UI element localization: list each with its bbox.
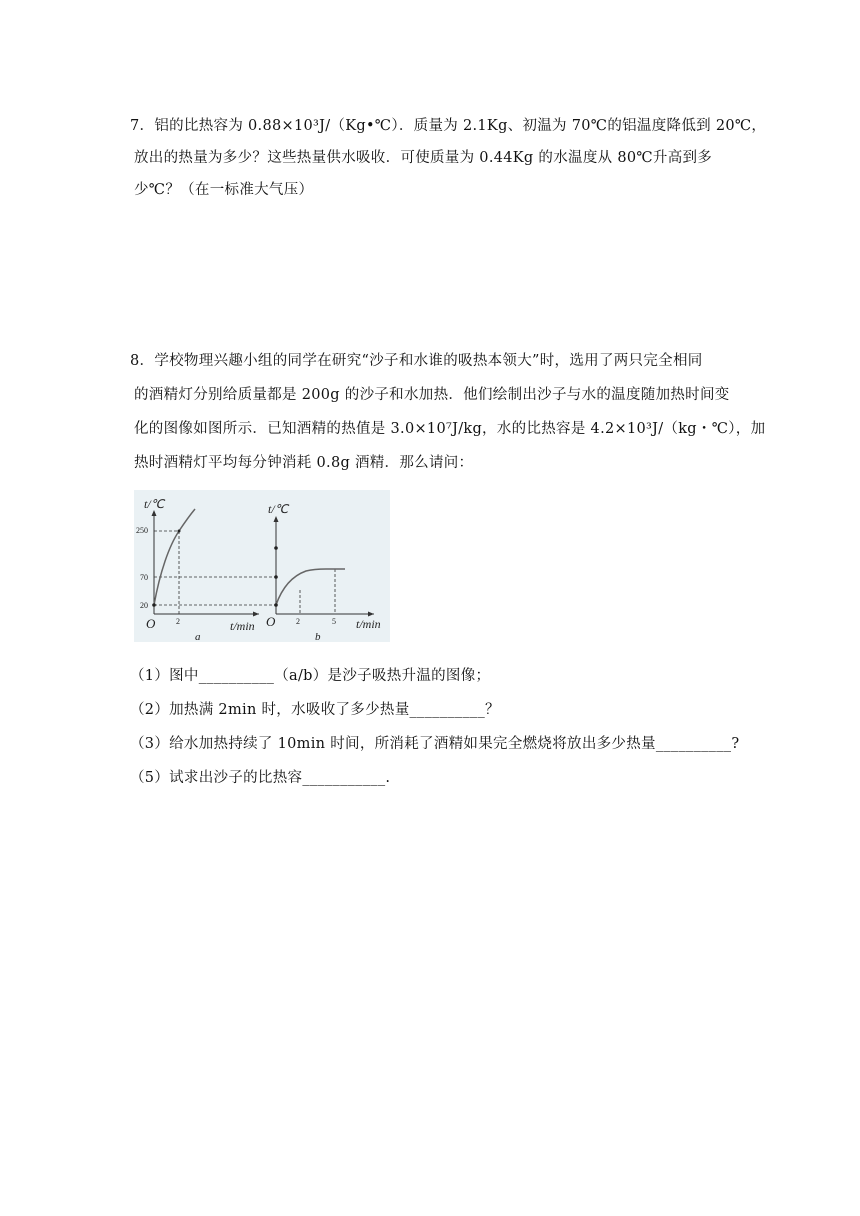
graph-b-y-arrow	[274, 516, 279, 522]
graph-b-x-label: t/min	[356, 617, 381, 631]
graph-a-x-label: t/min	[230, 619, 255, 633]
graph-b-x-arrow	[368, 612, 374, 617]
q8-line-3: 化的图像如图所示．已知酒精的热值是 3.0×10⁷J/kg，水的比热容是 4.2×10³J/（kg・℃），加	[134, 421, 766, 437]
q8-line-2: 的酒精灯分别给质量都是 200g 的沙子和水加热．他们绘制出沙子与水的温度随加热时间变	[134, 387, 730, 403]
q8-line-4: 热时酒精灯平均每分钟消耗 0.8g 酒精．那么请问：	[134, 455, 474, 471]
graph-a-ytick-20: 20	[140, 601, 148, 610]
q7-line-3: 少℃？（在一标准大气压）	[134, 182, 314, 198]
graph-a-y-label: t/℃	[144, 497, 165, 511]
q7-line-2: 放出的热量为多少？这些热量供水吸收．可使质量为 0.44Kg 的水温度从 80℃升高到多	[134, 150, 713, 166]
q8-sub-5: （5）试求出沙子的比热容___________.	[130, 770, 391, 786]
graph-b-point-70	[274, 575, 278, 579]
graph-b-y-label: t/℃	[268, 502, 289, 516]
figure-svg	[134, 490, 390, 642]
graph-a-ytick-70: 70	[140, 573, 148, 582]
graph-b-point-axis	[274, 546, 278, 550]
graph-b-xtick-5: 5	[332, 617, 336, 626]
graph-a-point-2min	[178, 530, 181, 533]
graph-a-xtick-2: 2	[176, 617, 180, 626]
q8-line-1: 8．学校物理兴趣小组的同学在研究“沙子和水谁的吸热本领大”时，选用了两只完全相同	[130, 353, 703, 369]
q8-sub-2: （2）加热满 2min 时，水吸收了多少热量__________？	[130, 702, 500, 718]
graph-b-point-start	[274, 603, 278, 607]
temperature-time-figure	[134, 490, 390, 642]
graph-a-point-start	[152, 603, 156, 607]
q8-sub-1: （1）图中__________（a/b）是沙子吸热升温的图像；	[130, 668, 491, 684]
graph-a-origin: O	[146, 616, 156, 631]
graph-a-curve	[154, 509, 195, 605]
graph-b-caption: b	[315, 631, 321, 642]
graph-b-xtick-2: 2	[296, 617, 300, 626]
graph-a-x-arrow	[253, 612, 259, 617]
graph-b-origin: O	[266, 614, 276, 629]
graph-a-caption: a	[195, 631, 201, 642]
q7-line-1: 7．铝的比热容为 0.88×10³J/（Kg•℃）．质量为 2.1Kg、初温为 70℃的铝温度降低到 20℃，	[130, 118, 767, 134]
graph-a-ytick-250: 250	[136, 526, 148, 535]
q8-sub-3: （3）给水加热持续了 10min 时间，所消耗了酒精如果完全燃烧将放出多少热量__________?	[130, 736, 740, 752]
